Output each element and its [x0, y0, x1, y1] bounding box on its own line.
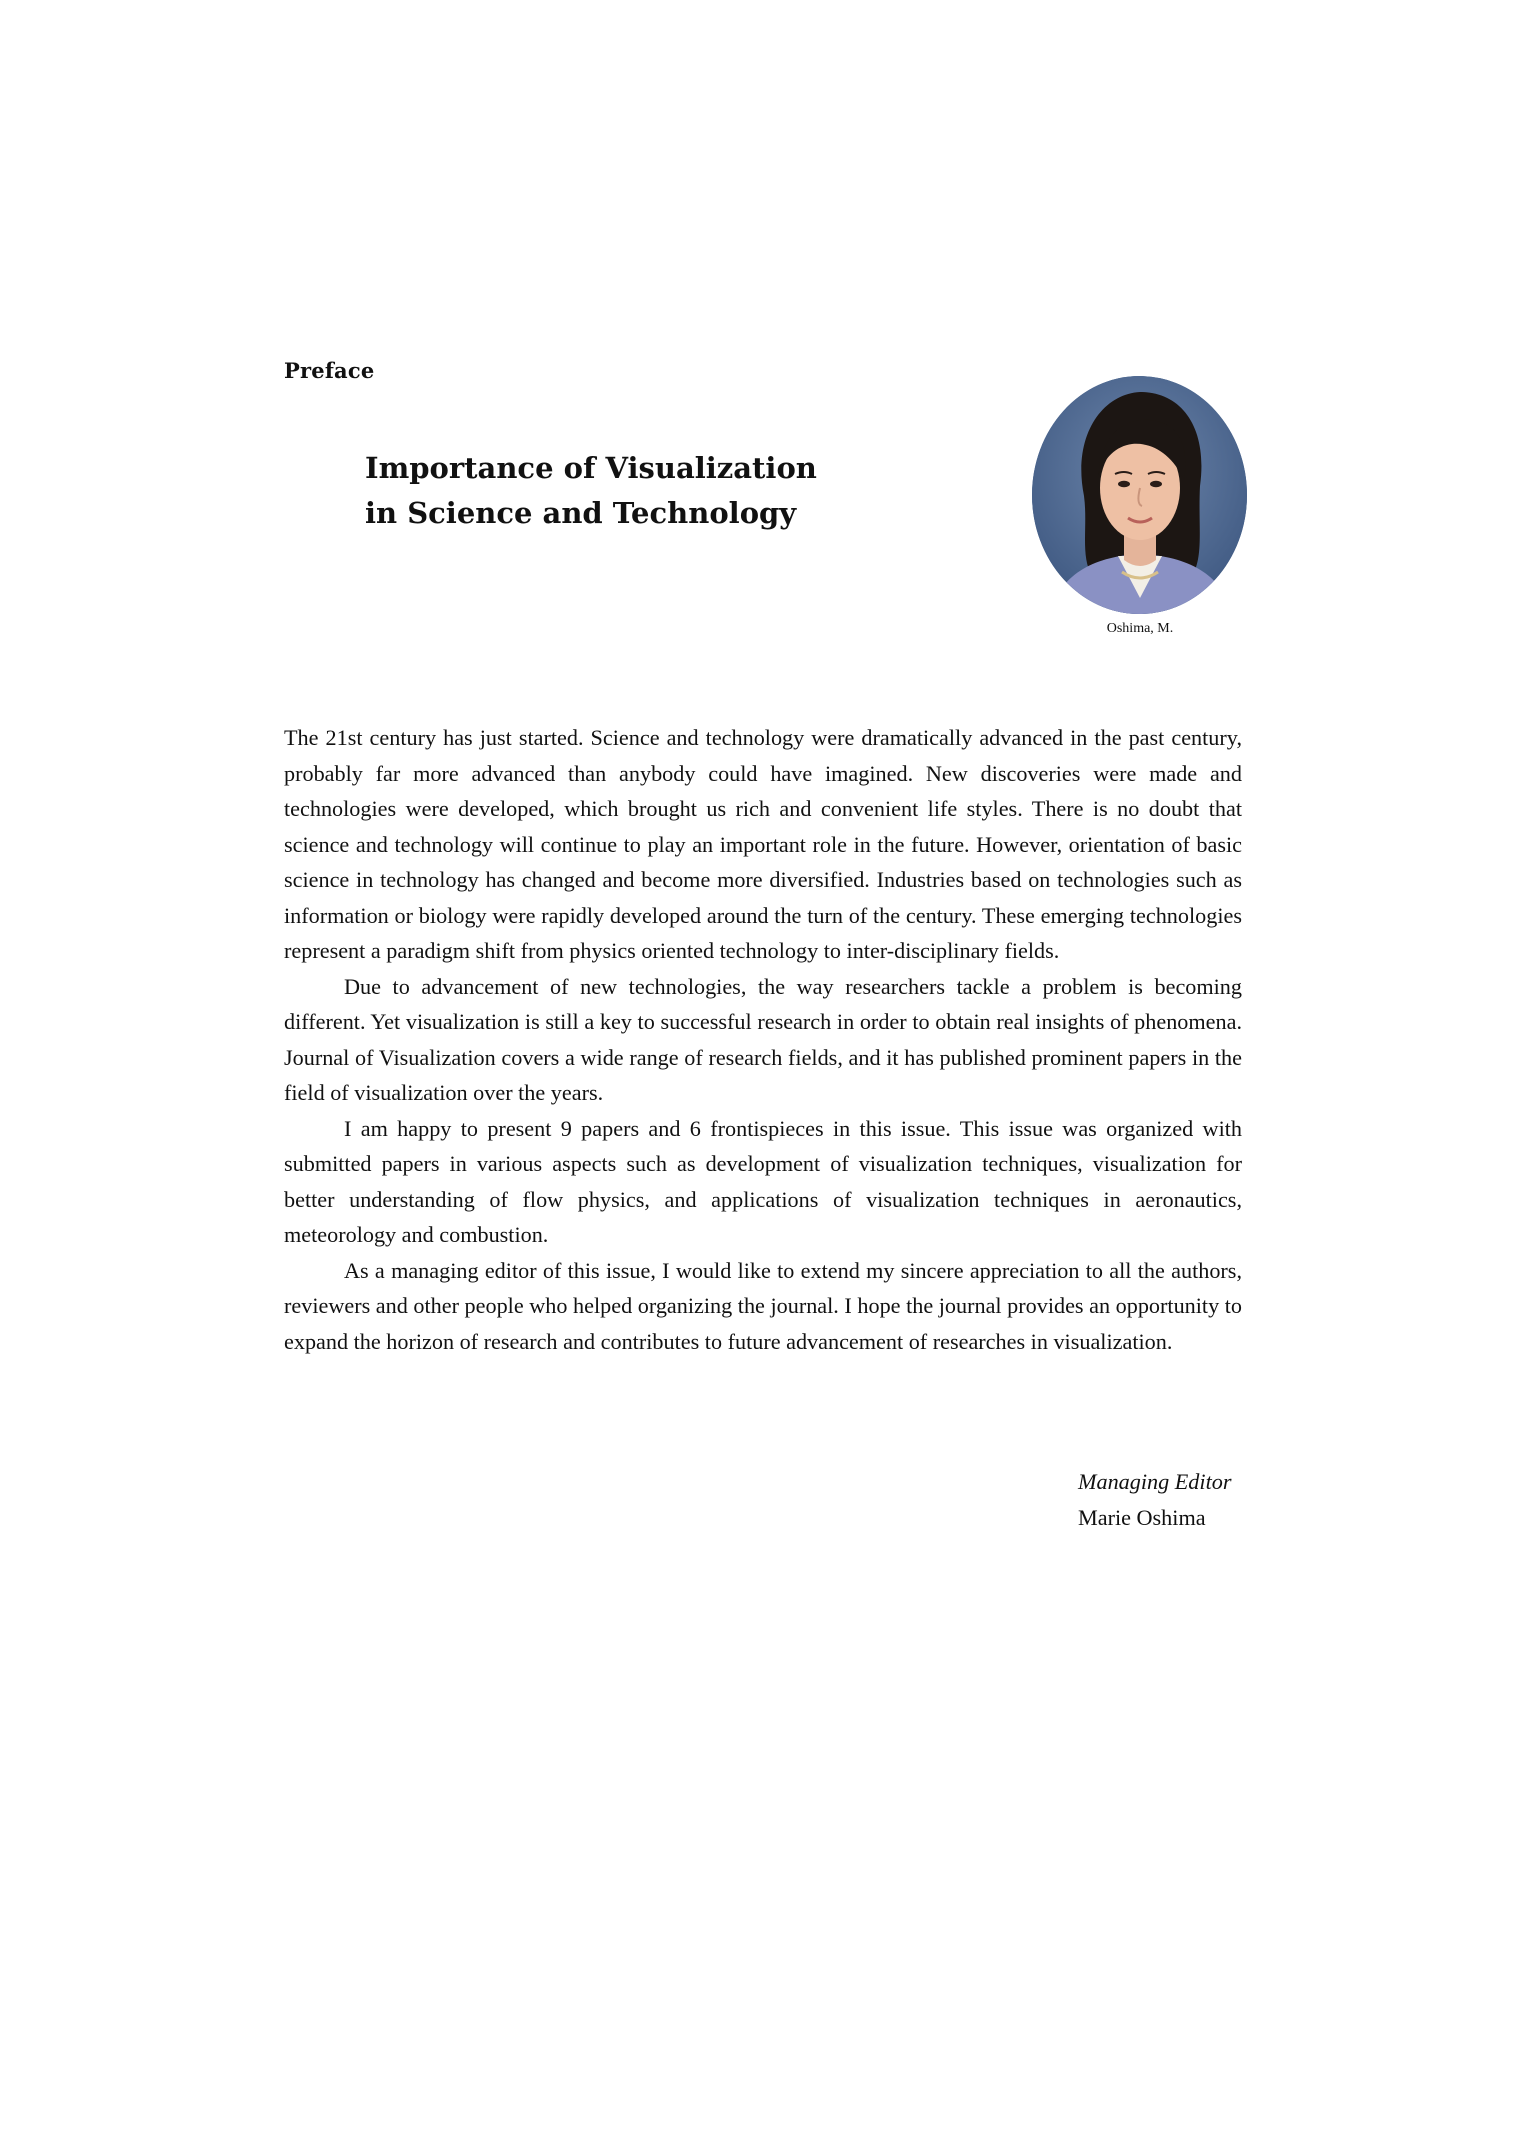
- section-label: Preface: [284, 358, 375, 383]
- paragraph-1: The 21st century has just started. Science and technology were dramatically advanced in the past century, probably far more advanced than anybody could have imagined. New discoveries were made and technologies were developed, which brought us rich and convenient life styles. There is no doubt that science and technology will continue to play an important role in the future. However, orientation of basic science in technology has changed and become more diversified. Industries based on technologies such as information or biology were rapidly developed around the turn of the century. These emerging technologies represent a paradigm shift from physics oriented technology to inter-disciplinary fields.: [284, 725, 1242, 963]
- article-title-line-2: in Science and Technology: [365, 496, 797, 530]
- author-portrait-icon: [1032, 376, 1247, 614]
- signature-block: [1078, 1464, 1231, 1535]
- paragraph-2: Due to advancement of new technologies, the way researchers tackle a problem is becoming different. Yet visualization is still a key to successful research in order to obtain real insights of phenomena. Journal of Visualization covers a wide range of research fields, and it has published prominent papers in the field of visualization over the years.: [284, 973, 1242, 1105]
- paragraph-3: I am happy to present 9 papers and 6 frontispieces in this issue. This issue was organized with submitted papers in various aspects such as development of visualization techniques, visualization for better understanding of flow physics, and applications of visualization techniques in aeronautics, meteorology and combustion.: [284, 1115, 1242, 1247]
- portrait-caption: Oshima, M.: [1106, 621, 1174, 636]
- signature-name: Marie Oshima: [1078, 1504, 1206, 1530]
- article-body: [284, 720, 1242, 1359]
- paragraph-4: As a managing editor of this issue, I would like to extend my sincere appreciation to all the authors, reviewers and other people who helped organizing the journal. I hope the journal provides an opportunity to expand the horizon of research and contributes to future advancement of researches in visualization.: [284, 1257, 1242, 1354]
- signature-role: Managing Editor: [1078, 1469, 1232, 1494]
- article-title-line-1: Importance of Visualization: [365, 451, 817, 485]
- article-title: [365, 446, 817, 536]
